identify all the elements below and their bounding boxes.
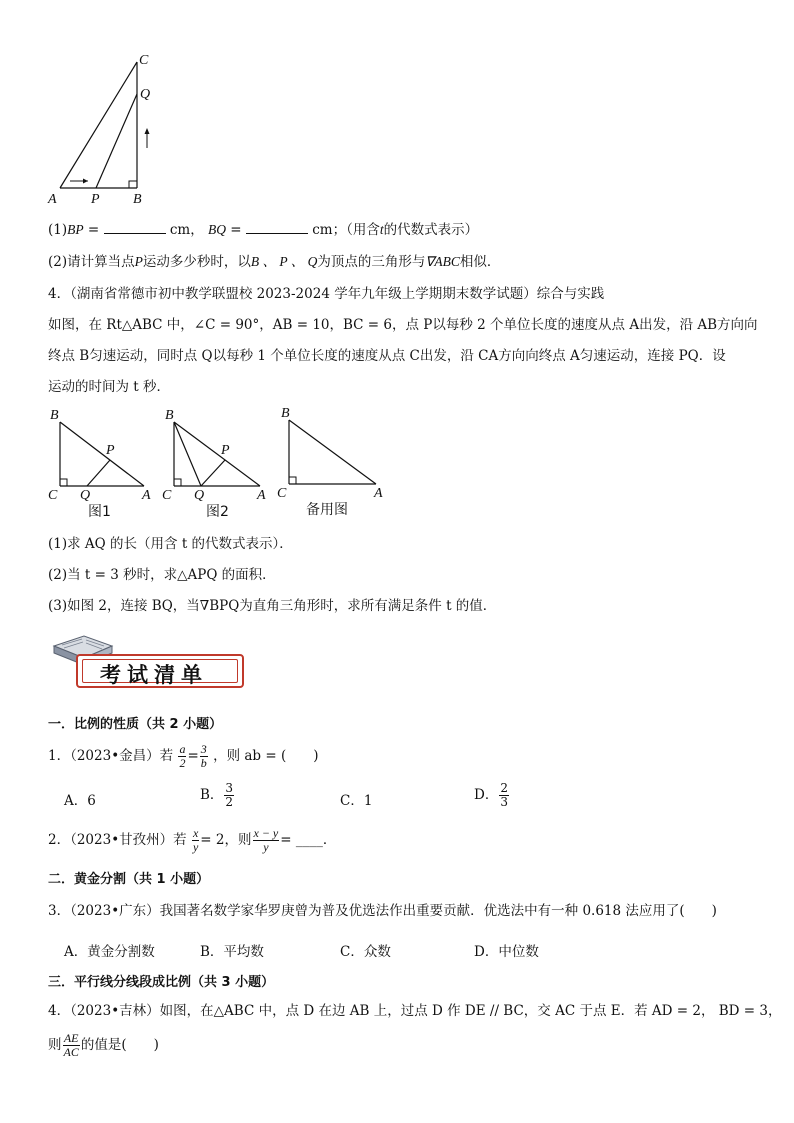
s3-q4-prefix: 则 xyxy=(48,1037,62,1053)
fig1-label-q: Q xyxy=(140,87,151,102)
q3-eq1: = xyxy=(83,222,104,238)
q4-figure-backup xyxy=(277,406,383,518)
s2-q3-option-a[interactable]: A．黄金分割数 xyxy=(64,944,155,960)
q4-fig2-c: C xyxy=(162,488,172,503)
fig1-label-a: A xyxy=(48,192,57,207)
q3-part1 xyxy=(48,221,478,239)
q4-fig3-caption: 备用图 xyxy=(306,502,348,518)
q4-subq2: (2)当 t = 3 秒时，求△APQ 的面积． xyxy=(48,567,276,583)
s1-q1-option-d-den: 3 xyxy=(500,795,508,809)
s1-q1-frac1 xyxy=(178,743,186,770)
s2-q3-option-b[interactable]: B．平均数 xyxy=(200,944,264,960)
q4-fig1-p: P xyxy=(106,443,115,458)
q3-part2-p: P xyxy=(134,254,143,269)
q3-answer-blank-bq[interactable] xyxy=(246,221,308,234)
s1-q2-frac1-den: y xyxy=(192,840,199,854)
q3-part1-prefix: (1) xyxy=(48,222,68,238)
q4-fig1-b: B xyxy=(50,408,59,423)
q4-line3: 运动的时间为 t 秒． xyxy=(48,379,171,395)
q4-fig3-b: B xyxy=(281,406,290,421)
q4-fig2-q: Q xyxy=(194,488,205,503)
q3-bq: BQ xyxy=(208,222,226,237)
s1-q1-option-d-num: 2 xyxy=(500,781,508,795)
s1-q1-option-b-label: B． xyxy=(200,787,224,803)
q4-fig1-c: C xyxy=(48,488,58,503)
s1-q2-frac1-num: x xyxy=(192,826,199,840)
s1-q1-frac2-num: 3 xyxy=(200,742,207,756)
q4-subq1: (1)求 AQ 的长（用含 t 的代数式表示）． xyxy=(48,536,293,552)
q4-header: 4．（湖南省常德市初中教学联盟校 2023-2024 学年九年级上学期期末数学试题）综合与实践 xyxy=(48,286,605,302)
q3-answer-blank-bp[interactable] xyxy=(104,221,166,234)
q4-figure-2 xyxy=(162,408,266,520)
q4-fig3-a: A xyxy=(374,486,383,501)
s1-q1-eq: = xyxy=(187,748,199,764)
section1-q1 xyxy=(48,742,319,770)
s3-q4-frac-num: AE xyxy=(63,1031,79,1045)
s1-q1-option-d-frac xyxy=(499,782,509,809)
s3-q4-frac xyxy=(63,1032,80,1059)
s2-q3-option-d[interactable]: D．中位数 xyxy=(474,944,539,960)
s1-q2-mid: = 2，则 xyxy=(200,832,252,848)
fig1-label-p: P xyxy=(91,192,100,207)
s1-q2-frac2-num: x − y xyxy=(253,826,279,840)
q3-part2-vars: B 、 P 、 Q xyxy=(250,254,318,269)
s1-q1-option-b-frac xyxy=(224,782,234,809)
q4-figure-1 xyxy=(48,408,151,520)
s1-q1-frac2 xyxy=(200,743,208,770)
q3-t: t xyxy=(379,222,384,237)
q4-fig1-q: Q xyxy=(80,488,91,503)
s1-q2-frac1 xyxy=(192,827,199,854)
section3-q4-line2 xyxy=(48,1030,159,1060)
q4-fig2-b: B xyxy=(165,408,174,423)
q4-fig1-a: A xyxy=(142,488,151,503)
s1-q1-frac1-num: a xyxy=(179,742,186,756)
s1-q2-suffix: = ____． xyxy=(280,832,337,848)
s1-q1-option-b-num: 3 xyxy=(225,781,234,795)
q3-part2-end: 相似． xyxy=(459,254,501,270)
s1-q1-option-c[interactable]: C．1 xyxy=(340,793,373,809)
s1-q1-option-d-label: D． xyxy=(474,787,499,803)
s3-q4-frac-den: AC xyxy=(63,1045,79,1059)
q3-part2 xyxy=(48,253,500,271)
section2-heading: 二．黄金分割（共 1 小题） xyxy=(48,872,210,887)
section1-q2 xyxy=(48,826,336,854)
figure-triangle-abc-moving-points xyxy=(40,50,180,210)
q4-fig2-p: P xyxy=(221,443,230,458)
q3-part2-prefix: (2)请计算当点 xyxy=(48,254,135,270)
q4-line1: 如图，在 Rt△ABC 中，∠C = 90°，AB = 10，BC = 6，点 P以每秒 2 个单位长度的速度从点 A出发，沿 AB方向向 xyxy=(48,317,758,333)
q3-eq2: = xyxy=(226,222,246,238)
q3-tail: 的代数式表示） xyxy=(383,222,479,238)
s1-q1-frac1-den: 2 xyxy=(179,756,186,770)
s1-q1-option-b[interactable] xyxy=(200,781,235,809)
q3-bp: BP xyxy=(67,222,84,237)
q3-part2-tail: 为顶点的三角形与 xyxy=(317,254,426,270)
section1-heading: 一．比例的性质（共 2 小题） xyxy=(48,717,223,732)
s1-q1-prefix: 1．（2023•金昌）若 xyxy=(48,748,174,764)
fig1-label-c: C xyxy=(139,53,149,68)
q4-line2: 终点 B匀速运动，同时点 Q以每秒 1 个单位长度的速度从点 C出发，沿 CA方向向终点 A匀速运动，连接 PQ．设 xyxy=(48,348,726,364)
fig1-label-b: B xyxy=(133,192,142,207)
banner-title: 考试清单 xyxy=(100,663,208,687)
q4-subq3: (3)如图 2，连接 BQ，当∇BPQ为直角三角形时，求所有满足条件 t 的值． xyxy=(48,598,497,614)
section3-q4-line1: 4．（2023•吉林）如图，在△ABC 中，点 D 在边 AB 上，过点 D 作 DE // BC，交 AC 于点 E．若 AD = 2， BD = 3， xyxy=(48,1003,782,1019)
q4-figures xyxy=(44,402,394,522)
q3-unit1: cm， xyxy=(169,222,204,238)
s1-q2-frac2 xyxy=(253,827,280,854)
s1-q2-frac2-den: y xyxy=(263,840,269,854)
s1-q1-suffix: ，则 ab = ( ) xyxy=(213,748,319,764)
q4-fig2-a: A xyxy=(257,488,266,503)
s1-q1-option-b-den: 2 xyxy=(225,795,234,809)
s3-q4-suffix: 的值是( ) xyxy=(80,1037,159,1053)
section3-heading: 三．平行线分线段成比例（共 3 小题） xyxy=(48,975,275,990)
q3-unit2: cm；（用含 xyxy=(312,222,380,238)
q4-fig3-c: C xyxy=(277,486,287,501)
s2-q3-option-c[interactable]: C．众数 xyxy=(340,944,391,960)
q3-part2-tri: ∇ABC xyxy=(425,254,460,269)
section2-q3: 3．（2023•广东）我国著名数学家华罗庚曾为普及优选法作出重要贡献．优选法中有一种 0.618 法应用了( ) xyxy=(48,903,717,919)
q4-fig2-caption: 图2 xyxy=(206,504,229,520)
s1-q2-prefix: 2．（2023•甘孜州）若 xyxy=(48,832,187,848)
q4-fig1-caption: 图1 xyxy=(88,504,111,520)
s1-q1-frac2-den: b xyxy=(200,756,207,770)
s1-q1-option-d[interactable] xyxy=(474,781,510,809)
q3-part2-mid: 运动多少秒时，以 xyxy=(142,254,251,270)
s1-q1-option-a[interactable]: A．6 xyxy=(64,793,96,809)
